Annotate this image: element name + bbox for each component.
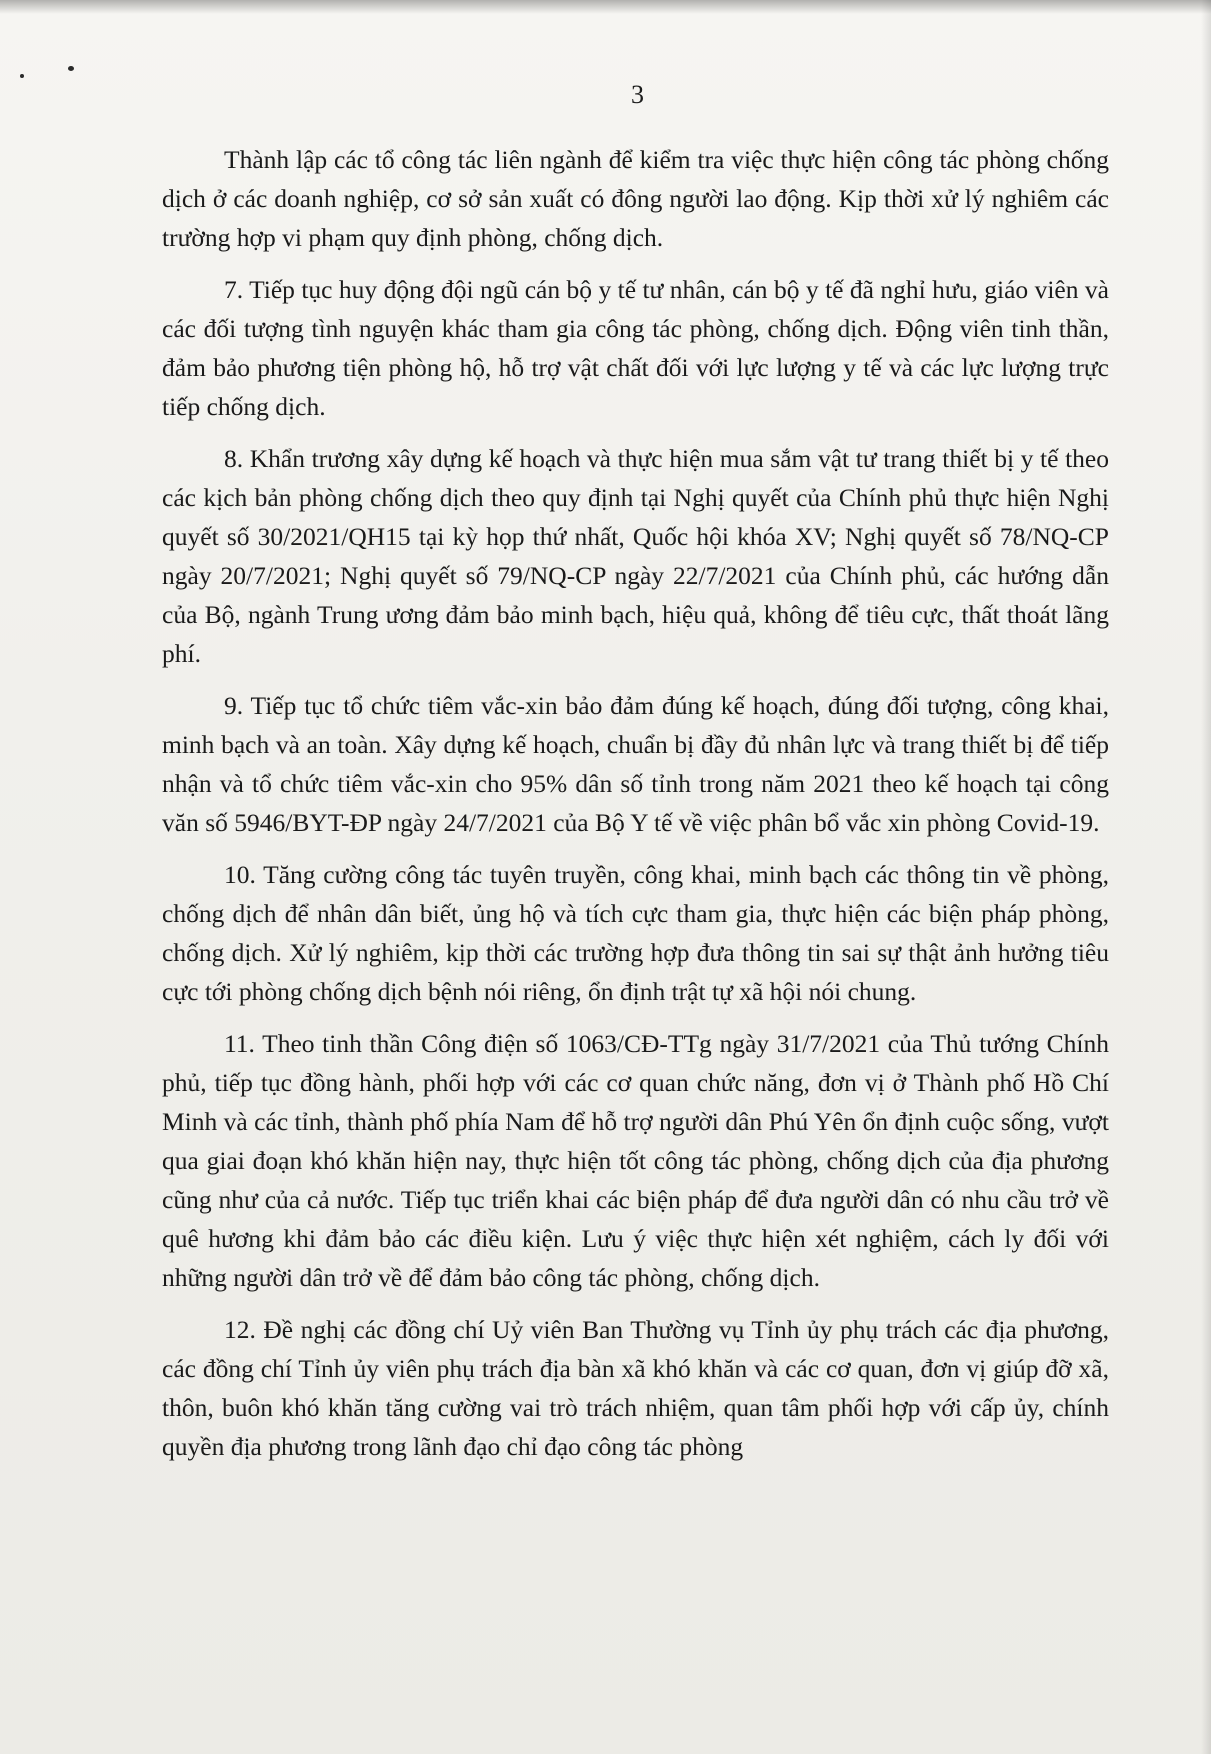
paragraph-item-10: 10. Tăng cường công tác tuyên truyền, công khai, minh bạch các thông tin về phòng, chống dịch để nhân dân biết, ủng hộ và tích cực tham gia, thực hiện các biện pháp phòng, chống dịch. Xử lý nghiêm, kịp thời các trường hợp đưa thông tin sai sự thật ảnh hưởng tiêu cực tới phòng chống dịch bệnh nói riêng, ổn định trật tự xã hội nói chung. — [162, 860, 1109, 1006]
document-body — [162, 140, 1109, 1479]
paragraph-item-11: 11. Theo tinh thần Công điện số 1063/CĐ-TTg ngày 31/7/2021 của Thủ tướng Chính phủ, tiếp tục đồng hành, phối hợp với các cơ quan chức năng, đơn vị ở Thành phố Hồ Chí Minh và các tỉnh, thành phố phía Nam để hỗ trợ người dân Phú Yên ổn định cuộc sống, vượt qua giai đoạn khó khăn hiện nay, thực hiện tốt công tác phòng, chống dịch của địa phương cũng như của cả nước. Tiếp tục triển khai các biện pháp để đưa người dân có nhu cầu trở về quê hương khi đảm bảo các điều kiện. Lưu ý việc thực hiện xét nghiệm, cách ly đối với những người dân trở về để đảm bảo công tác phòng, chống dịch. — [162, 1029, 1109, 1292]
page-number: 3 — [631, 80, 644, 109]
paragraph-item-8: 8. Khẩn trương xây dựng kế hoạch và thực hiện mua sắm vật tư trang thiết bị y tế theo các kịch bản phòng chống dịch theo quy định tại Nghị quyết của Chính phủ thực hiện Nghị quyết số 30/2021/QH15 tại kỳ họp thứ nhất, Quốc hội khóa XV; Nghị quyết số 78/NQ-CP ngày 20/7/2021; Nghị quyết số 79/NQ-CP ngày 22/7/2021 của Chính phủ, các hướng dẫn của Bộ, ngành Trung ương đảm bảo minh bạch, hiệu quả, không để tiêu cực, thất thoát lãng phí. — [162, 444, 1109, 668]
scan-side-shadow — [1201, 0, 1211, 1754]
scan-speck — [20, 74, 24, 78]
paragraph-item-9: 9. Tiếp tục tổ chức tiêm vắc-xin bảo đảm đúng kế hoạch, đúng đối tượng, công khai, minh bạch và an toàn. Xây dựng kế hoạch, chuẩn bị đầy đủ nhân lực và trang thiết bị để tiếp nhận và tổ chức tiêm vắc-xin cho 95% dân số tỉnh trong năm 2021 theo kế hoạch tại công văn số 5946/BYT-ĐP ngày 24/7/2021 của Bộ Y tế về việc phân bổ vắc xin phòng Covid-19. — [162, 691, 1109, 837]
paragraph-continuation: Thành lập các tổ công tác liên ngành để kiểm tra việc thực hiện công tác phòng chống dịch ở các doanh nghiệp, cơ sở sản xuất có đông người lao động. Kịp thời xử lý nghiêm các trường hợp vi phạm quy định phòng, chống dịch. — [162, 145, 1109, 252]
paragraph-item-7: 7. Tiếp tục huy động đội ngũ cán bộ y tế tư nhân, cán bộ y tế đã nghỉ hưu, giáo viên và các đối tượng tình nguyện khác tham gia công tác phòng, chống dịch. Động viên tinh thần, đảm bảo phương tiện phòng hộ, hỗ trợ vật chất đối với lực lượng y tế và các lực lượng trực tiếp chống dịch. — [162, 275, 1109, 421]
paragraph-item-12: 12. Đề nghị các đồng chí Uỷ viên Ban Thường vụ Tỉnh ủy phụ trách các địa phương, các đồng chí Tỉnh ủy viên phụ trách địa bàn xã khó khăn và các cơ quan, đơn vị giúp đỡ xã, thôn, buôn khó khăn tăng cường vai trò trách nhiệm, quan tâm phối hợp với cấp ủy, chính quyền địa phương trong lãnh đạo chỉ đạo công tác phòng — [162, 1315, 1109, 1461]
scan-edge-shadow — [0, 0, 1211, 14]
scan-speck — [68, 66, 74, 71]
